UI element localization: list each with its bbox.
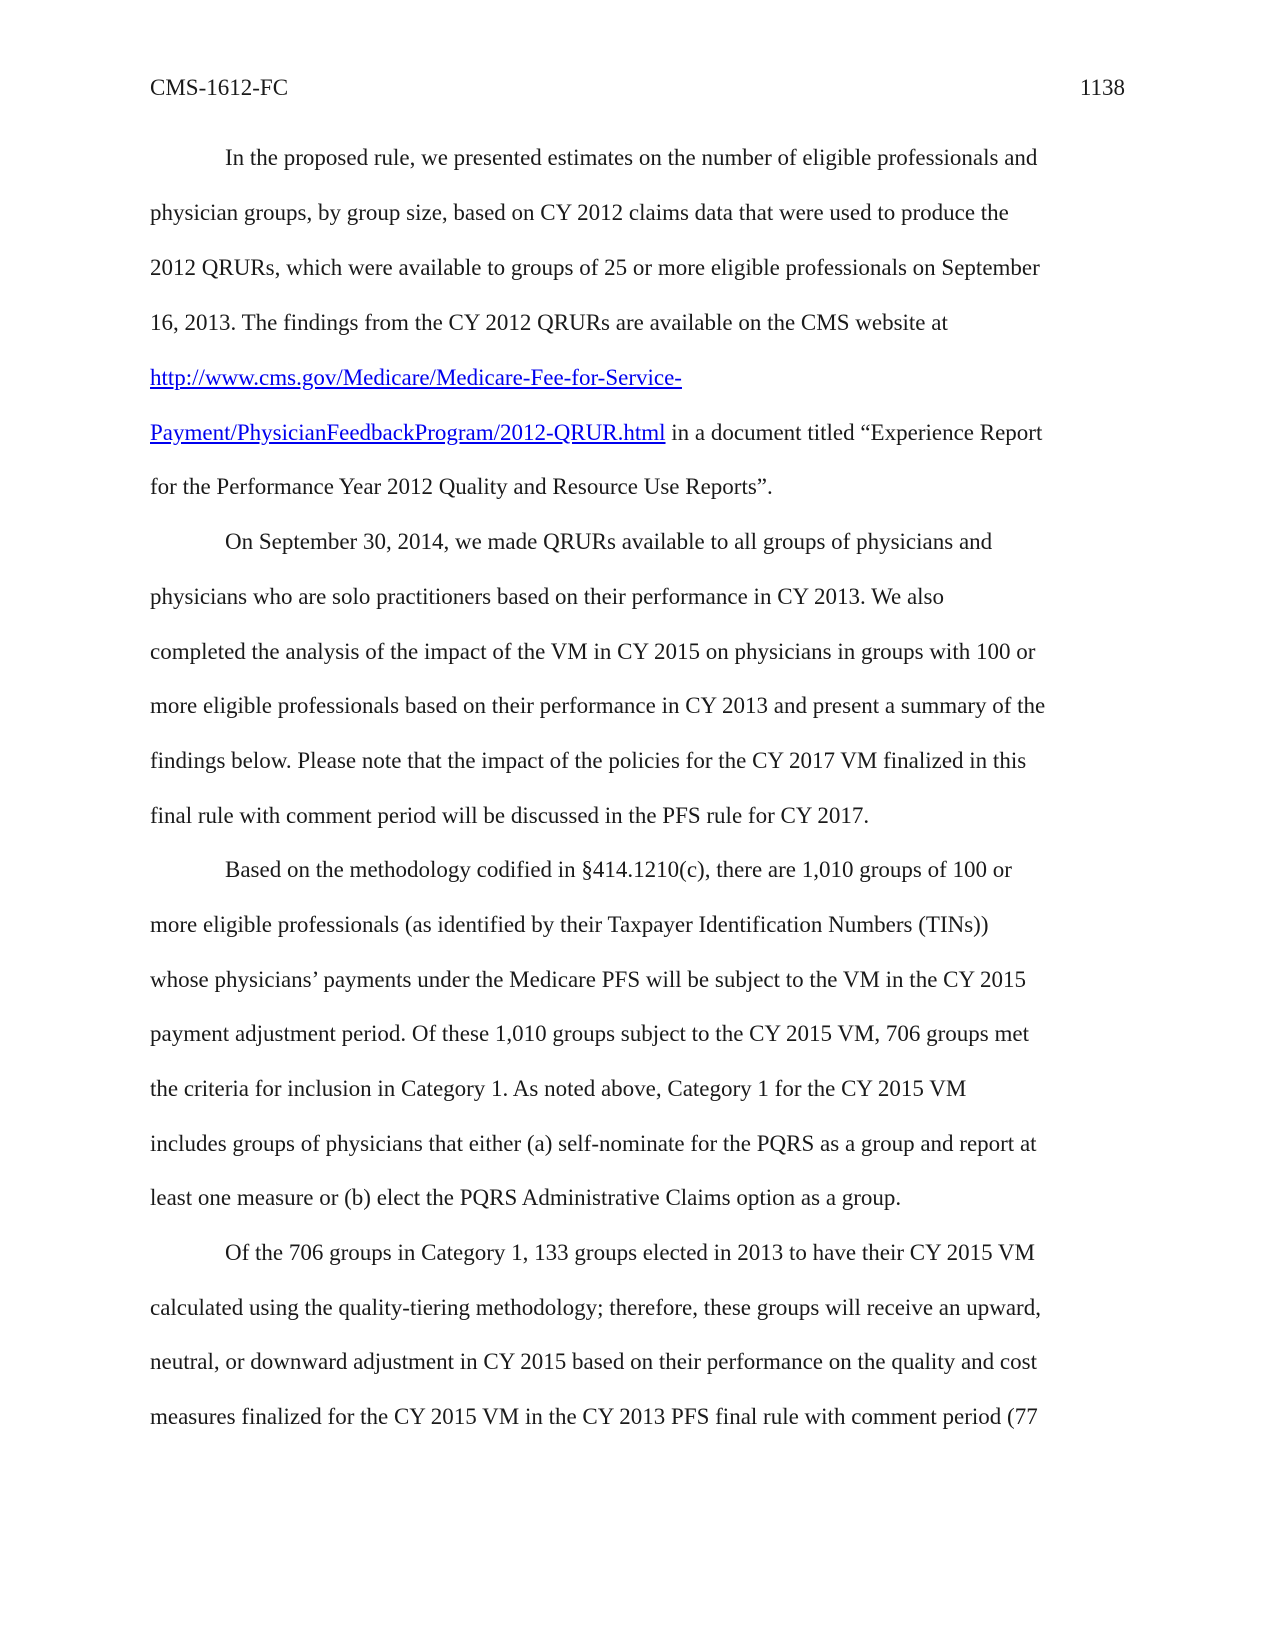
qrur-website-link[interactable]: http://www.cms.gov/Medicare/Medicare-Fee-for-Service- (150, 365, 682, 390)
document-id: CMS-1612-FC (150, 75, 289, 100)
text-line: physicians who are solo practitioners based on their performance in CY 2013. We also (150, 584, 944, 609)
text-line: Of the 706 groups in Category 1, 133 groups elected in 2013 to have their CY 2015 VM (225, 1240, 1035, 1265)
text-line: includes groups of physicians that either (a) self-nominate for the PQRS as a group and report at (150, 1131, 1037, 1156)
text-line: neutral, or downward adjustment in CY 2015 based on their performance on the quality and cost (150, 1349, 1037, 1374)
text-line: findings below. Please note that the impact of the policies for the CY 2017 VM finalized in this (150, 748, 1027, 773)
text-line: 16, 2013. The findings from the CY 2012 QRURs are available on the CMS website at (150, 310, 948, 335)
text-line: measures finalized for the CY 2015 VM in the CY 2013 PFS final rule with comment period (77 (150, 1404, 1038, 1429)
text-line: the criteria for inclusion in Category 1. As noted above, Category 1 for the CY 2015 VM (150, 1076, 967, 1101)
text-line: 2012 QRURs, which were available to groups of 25 or more eligible professionals on September (150, 255, 1040, 280)
text-line: payment adjustment period. Of these 1,010 groups subject to the CY 2015 VM, 706 groups met (150, 1021, 1029, 1046)
text-line: least one measure or (b) elect the PQRS Administrative Claims option as a group. (150, 1185, 902, 1210)
text-line (150, 364, 682, 392)
text-line: calculated using the quality-tiering methodology; therefore, these groups will receive an upward, (150, 1295, 1041, 1320)
text-line: Based on the methodology codified in §414.1210(c), there are 1,010 groups of 100 or (225, 857, 1012, 882)
text-line: final rule with comment period will be discussed in the PFS rule for CY 2017. (150, 803, 870, 828)
text-line: whose physicians’ payments under the Medicare PFS will be subject to the VM in the CY 2015 (150, 967, 1026, 992)
text-line: On September 30, 2014, we made QRURs available to all groups of physicians and (225, 529, 993, 554)
text-line (150, 419, 1042, 447)
text-line: more eligible professionals based on their performance in CY 2013 and present a summary of the (150, 693, 1046, 718)
text-line: physician groups, by group size, based on CY 2012 claims data that were used to produce the (150, 200, 1009, 225)
text-fragment: in a document titled “Experience Report (665, 420, 1043, 445)
text-line: completed the analysis of the impact of the VM in CY 2015 on physicians in groups with 100 or (150, 639, 1036, 664)
text-line: for the Performance Year 2012 Quality and Resource Use Reports”. (150, 474, 773, 499)
text-line: more eligible professionals (as identified by their Taxpayer Identification Numbers (TINs)) (150, 912, 989, 937)
page-number: 1138 (1079, 75, 1125, 100)
text-line: In the proposed rule, we presented estimates on the number of eligible professionals and (225, 145, 1038, 170)
qrur-website-link-continued[interactable]: Payment/PhysicianFeedbackProgram/2012-QRUR.html (150, 420, 666, 445)
